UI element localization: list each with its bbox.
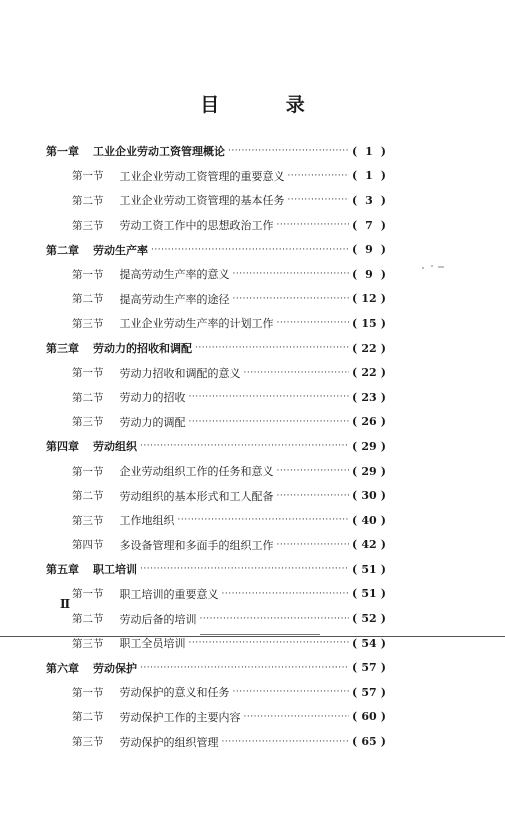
toc-entry-title: 工业企业劳动工资管理的重要意义 bbox=[119, 169, 285, 183]
paren-open: ( bbox=[352, 415, 358, 429]
toc-page-ref bbox=[352, 710, 386, 723]
paren-close: ) bbox=[380, 562, 386, 576]
toc-page-number: 1 bbox=[365, 144, 373, 158]
toc-page-number: 7 bbox=[365, 218, 373, 232]
toc-page-ref bbox=[352, 366, 386, 379]
paren-close: ) bbox=[380, 464, 386, 478]
paren-close: ) bbox=[380, 316, 386, 330]
toc-dot-leader bbox=[228, 146, 349, 156]
toc-dot-leader bbox=[151, 245, 349, 255]
toc-entry-title: 提高劳动生产率的途径 bbox=[119, 292, 230, 306]
toc-dot-leader bbox=[195, 343, 349, 353]
toc-page-ref bbox=[352, 440, 386, 453]
toc-entry-number: 第三章 bbox=[46, 342, 79, 356]
toc-page-number: 12 bbox=[361, 292, 377, 306]
toc-section-row bbox=[46, 213, 386, 238]
paren-close: ) bbox=[380, 735, 386, 749]
toc-page-number: 3 bbox=[365, 193, 373, 207]
toc-page-ref bbox=[352, 538, 386, 551]
paren-close: ) bbox=[380, 587, 386, 601]
toc-section-row bbox=[46, 483, 386, 508]
paren-open: ( bbox=[352, 464, 358, 478]
paren-close: ) bbox=[380, 243, 386, 257]
toc-entry-title: 职工培训的重要意义 bbox=[119, 587, 219, 601]
toc-chapter-row bbox=[46, 237, 386, 262]
toc-dot-leader bbox=[277, 491, 350, 501]
paren-close: ) bbox=[380, 169, 386, 183]
toc-page-number: 29 bbox=[361, 464, 377, 478]
paren-close: ) bbox=[380, 661, 386, 675]
toc-entry-title: 劳动组织的基本形式和工人配备 bbox=[119, 489, 274, 503]
toc-section-row bbox=[46, 680, 386, 705]
toc-page-number: 42 bbox=[361, 538, 377, 552]
toc-section-row bbox=[46, 262, 386, 287]
toc-page-ref bbox=[352, 219, 386, 232]
paren-open: ( bbox=[352, 439, 358, 453]
toc-page-ref bbox=[352, 563, 386, 576]
toc-dot-leader bbox=[233, 687, 350, 697]
paren-open: ( bbox=[352, 685, 358, 699]
toc-entry-number: 第一节 bbox=[72, 686, 104, 699]
toc-entry-number: 第三节 bbox=[72, 416, 104, 429]
toc-page-ref bbox=[352, 735, 386, 748]
paren-close: ) bbox=[380, 390, 386, 404]
toc-dot-leader bbox=[189, 638, 350, 648]
toc-entry-title: 劳动力招收和调配的意义 bbox=[119, 366, 241, 380]
paren-open: ( bbox=[352, 218, 358, 232]
toc-section-row bbox=[46, 410, 386, 435]
toc-section-row bbox=[46, 533, 386, 558]
toc-dot-leader bbox=[140, 564, 349, 574]
toc-chapter-row bbox=[46, 655, 386, 680]
paren-close: ) bbox=[380, 636, 386, 650]
toc-entry-title: 劳动后备的培训 bbox=[119, 612, 197, 626]
toc-entry-number: 第一节 bbox=[72, 465, 104, 478]
toc-dot-leader bbox=[189, 417, 350, 427]
toc-entry-title: 劳动保护 bbox=[93, 661, 137, 675]
toc-entry-number: 第二节 bbox=[72, 490, 104, 503]
toc-page-number: 51 bbox=[361, 587, 377, 601]
toc-entry-number: 第六章 bbox=[46, 661, 79, 675]
toc-page-ref bbox=[352, 612, 386, 625]
paren-open: ( bbox=[352, 144, 358, 158]
toc-entry-number: 第二节 bbox=[72, 391, 104, 404]
toc-page-ref bbox=[352, 637, 386, 650]
toc-entry-number: 第一章 bbox=[46, 145, 79, 159]
toc-entry-number: 第一节 bbox=[72, 268, 104, 281]
toc-page-number: 1 bbox=[365, 169, 373, 183]
toc-entry-number: 第二章 bbox=[46, 243, 79, 257]
toc-entry-title: 劳动组织 bbox=[93, 440, 137, 454]
toc-page-number: 22 bbox=[361, 366, 377, 380]
toc-page-number: 60 bbox=[361, 710, 377, 724]
toc-entry-number: 第二节 bbox=[72, 613, 104, 626]
toc-entry-title: 企业劳动组织工作的任务和意义 bbox=[119, 465, 274, 479]
paren-close: ) bbox=[380, 612, 386, 626]
paren-close: ) bbox=[380, 218, 386, 232]
toc-page-ref bbox=[352, 465, 386, 478]
toc-entry-number: 第四节 bbox=[72, 539, 104, 552]
toc-entry-title: 劳动保护的组织管理 bbox=[119, 735, 219, 749]
toc-dot-leader bbox=[277, 220, 350, 230]
paren-close: ) bbox=[380, 267, 386, 281]
toc-dot-leader bbox=[233, 269, 350, 279]
toc-page-ref bbox=[352, 514, 386, 527]
toc-entry-number: 第二节 bbox=[72, 194, 104, 207]
toc-entry-number: 第三节 bbox=[72, 637, 104, 650]
toc-page-number: 40 bbox=[361, 513, 377, 527]
toc-entry-title: 职工培训 bbox=[93, 563, 137, 577]
toc-page-number: 9 bbox=[365, 243, 373, 257]
toc-entry-title: 工作地组织 bbox=[119, 514, 175, 528]
paren-open: ( bbox=[352, 538, 358, 552]
toc-chapter-row bbox=[46, 557, 386, 582]
toc-entry-title: 工业企业劳动生产率的计划工作 bbox=[119, 317, 274, 331]
paren-close: ) bbox=[380, 489, 386, 503]
toc-page-number: 52 bbox=[361, 612, 377, 626]
paren-open: ( bbox=[352, 612, 358, 626]
toc-entry-title: 职工全员培训 bbox=[119, 637, 186, 651]
toc-entry-number: 第三节 bbox=[72, 317, 104, 330]
paren-open: ( bbox=[352, 587, 358, 601]
paren-close: ) bbox=[380, 366, 386, 380]
toc-section-row bbox=[46, 164, 386, 189]
toc-entry-title: 劳动力的招收和调配 bbox=[93, 342, 192, 356]
toc-page-ref bbox=[352, 489, 386, 502]
toc-entry-title: 劳动保护工作的主要内容 bbox=[119, 710, 241, 724]
paren-open: ( bbox=[352, 341, 358, 355]
toc-entry-number: 第四章 bbox=[46, 440, 79, 454]
paren-close: ) bbox=[380, 292, 386, 306]
toc-section-row bbox=[46, 385, 386, 410]
toc-entry-title: 劳动工资工作中的思想政治工作 bbox=[119, 219, 274, 233]
toc-page-ref bbox=[352, 268, 386, 281]
paren-close: ) bbox=[380, 710, 386, 724]
toc-dot-leader bbox=[178, 515, 350, 525]
toc-section-row bbox=[46, 188, 386, 213]
toc-entry-number: 第二节 bbox=[72, 711, 104, 724]
toc-page-number: 26 bbox=[361, 415, 377, 429]
paren-open: ( bbox=[352, 243, 358, 257]
toc-dot-leader bbox=[277, 540, 350, 550]
paren-open: ( bbox=[352, 193, 358, 207]
toc-section-row bbox=[46, 508, 386, 533]
toc-page-ref bbox=[352, 342, 386, 355]
toc-dot-leader bbox=[222, 589, 350, 599]
page-number: Ⅱ bbox=[60, 597, 71, 611]
toc-dot-leader bbox=[244, 368, 350, 378]
paren-open: ( bbox=[352, 735, 358, 749]
toc-entry-number: 第三节 bbox=[72, 736, 104, 749]
toc-page-number: 22 bbox=[361, 341, 377, 355]
toc-page-number: 23 bbox=[361, 390, 377, 404]
paren-close: ) bbox=[380, 538, 386, 552]
toc-dot-leader bbox=[200, 614, 350, 624]
paren-open: ( bbox=[352, 562, 358, 576]
toc-page-number: 51 bbox=[361, 562, 377, 576]
toc-section-row bbox=[46, 606, 386, 631]
toc-page-number: 54 bbox=[361, 636, 377, 650]
toc-entry-title: 劳动保护的意义和任务 bbox=[119, 686, 230, 700]
toc-chapter-row bbox=[46, 139, 386, 164]
page-edge-line-secondary bbox=[200, 634, 320, 635]
toc-page-number: 57 bbox=[361, 661, 377, 675]
toc-page-ref bbox=[352, 317, 386, 330]
toc-section-row bbox=[46, 705, 386, 730]
toc-entry-number: 第一节 bbox=[72, 170, 104, 183]
toc-section-row bbox=[46, 729, 386, 754]
paren-close: ) bbox=[380, 144, 386, 158]
toc-page-ref bbox=[352, 661, 386, 674]
toc-page-number: 30 bbox=[361, 489, 377, 503]
toc-page-number: 29 bbox=[361, 439, 377, 453]
toc-page-ref bbox=[352, 243, 386, 256]
toc-page-ref bbox=[352, 194, 386, 207]
paren-open: ( bbox=[352, 316, 358, 330]
toc-entry-number: 第五章 bbox=[46, 563, 79, 577]
toc-page-ref bbox=[352, 415, 386, 428]
toc-entry-title: 劳动生产率 bbox=[93, 243, 148, 257]
toc-entry-title: 劳动力的招收 bbox=[119, 391, 186, 405]
toc-dot-leader bbox=[222, 737, 350, 747]
toc-entry-title: 工业企业劳动工资管理概论 bbox=[93, 145, 225, 159]
paren-open: ( bbox=[352, 169, 358, 183]
paren-close: ) bbox=[380, 439, 386, 453]
paren-close: ) bbox=[380, 685, 386, 699]
toc-entry-number: 第一节 bbox=[72, 367, 104, 380]
toc-entry-number: 第二节 bbox=[72, 293, 104, 306]
toc-dot-leader bbox=[277, 318, 350, 328]
toc-dot-leader bbox=[140, 663, 349, 673]
toc-page-ref bbox=[352, 587, 386, 600]
paren-close: ) bbox=[380, 513, 386, 527]
paren-close: ) bbox=[380, 415, 386, 429]
toc-entry-number: 第三节 bbox=[72, 219, 104, 232]
toc-page-number: 15 bbox=[361, 316, 377, 330]
toc-entry-title: 多设备管理和多面手的组织工作 bbox=[119, 538, 274, 552]
toc-dot-leader bbox=[288, 171, 350, 181]
toc-page-ref bbox=[352, 686, 386, 699]
toc-entry-title: 提高劳动生产率的意义 bbox=[119, 268, 230, 282]
toc-dot-leader bbox=[140, 441, 349, 451]
toc-page-ref bbox=[352, 169, 386, 182]
paren-close: ) bbox=[380, 193, 386, 207]
toc-section-row bbox=[46, 459, 386, 484]
paren-open: ( bbox=[352, 390, 358, 404]
paren-open: ( bbox=[352, 489, 358, 503]
toc-entry-title: 劳动力的调配 bbox=[119, 415, 186, 429]
page-title: 目 录 bbox=[200, 94, 335, 116]
toc-chapter-row bbox=[46, 434, 386, 459]
paren-open: ( bbox=[352, 661, 358, 675]
toc-entry-title: 工业企业劳动工资管理的基本任务 bbox=[119, 194, 285, 208]
paren-open: ( bbox=[352, 636, 358, 650]
paren-open: ( bbox=[352, 267, 358, 281]
paren-open: ( bbox=[352, 710, 358, 724]
toc-dot-leader bbox=[233, 294, 350, 304]
toc-page-number: 57 bbox=[361, 685, 377, 699]
toc-section-row bbox=[46, 311, 386, 336]
toc-dot-leader bbox=[277, 466, 350, 476]
scan-specks bbox=[420, 262, 450, 272]
toc-section-row bbox=[46, 582, 386, 607]
toc-page-ref bbox=[352, 292, 386, 305]
toc-dot-leader bbox=[288, 195, 350, 205]
toc-dot-leader bbox=[189, 392, 350, 402]
toc-dot-leader bbox=[244, 712, 350, 722]
toc-section-row bbox=[46, 287, 386, 312]
paren-open: ( bbox=[352, 292, 358, 306]
toc-section-row bbox=[46, 360, 386, 385]
toc-entry-number: 第一节 bbox=[72, 588, 104, 601]
toc-page-number: 9 bbox=[365, 267, 373, 281]
toc-chapter-row bbox=[46, 336, 386, 361]
table-of-contents bbox=[46, 139, 386, 754]
toc-page-number: 65 bbox=[361, 735, 377, 749]
paren-open: ( bbox=[352, 513, 358, 527]
toc-page-ref bbox=[352, 391, 386, 404]
paren-open: ( bbox=[352, 366, 358, 380]
page-edge-line bbox=[0, 636, 505, 637]
paren-close: ) bbox=[380, 341, 386, 355]
toc-page-ref bbox=[352, 145, 386, 158]
toc-entry-number: 第三节 bbox=[72, 514, 104, 527]
